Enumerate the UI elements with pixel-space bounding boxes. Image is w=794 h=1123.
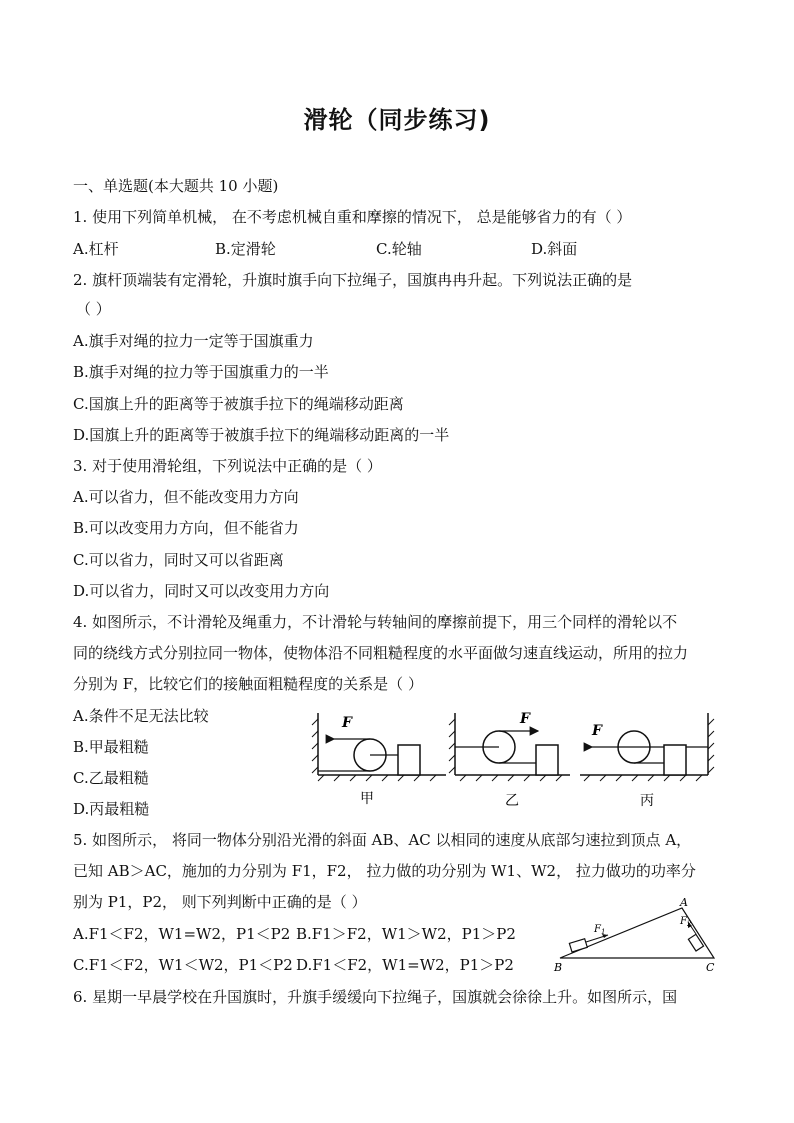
q4-option-b[interactable]: B.甲最粗糙	[73, 738, 149, 756]
q2-option-c[interactable]: C.国旗上升的距离等于被旗手拉下的绳端移动距离	[73, 395, 404, 413]
q3-option-b[interactable]: B.可以改变用力方向，但不能省力	[73, 519, 299, 537]
force-label: F	[342, 715, 352, 731]
page-title: 滑轮（同步练习)	[303, 106, 491, 134]
block-ac	[688, 934, 703, 951]
q1-option-a[interactable]: A.杠杆	[73, 240, 119, 258]
q5-stem-line1: 5. 如图所示， 将同一物体分别沿光滑的斜面 AB、AC 以相同的速度从底部匀速拉到顶点 A，	[73, 831, 692, 849]
q5-stem-line2: 已知 AB＞AC，施加的力分别为 F1，F2， 拉力做的功分别为 W1、W2， 拉力做功的功率分	[73, 862, 696, 880]
block	[398, 745, 420, 775]
caption-yi: 乙	[505, 793, 519, 809]
q5-stem-line3: 别为 P1，P2， 则下列判断中正确的是（ ）	[73, 893, 367, 911]
q4-option-a[interactable]: A.条件不足无法比较	[73, 707, 209, 725]
q2-option-a[interactable]: A.旗手对绳的拉力一定等于国旗重力	[73, 332, 314, 350]
q1-stem: 1. 使用下列简单机械， 在不考虑机械自重和摩擦的情况下， 总是能够省力的有（ ）	[73, 208, 632, 226]
q2-option-d[interactable]: D.国旗上升的距离等于被旗手拉下的绳端移动距离的一半	[73, 426, 450, 444]
pulley-setup-jia	[312, 713, 446, 807]
q1-option-d[interactable]: D.斜面	[531, 240, 578, 258]
q5-option-d[interactable]: D.F1＜F2，W1=W2，P1＞P2	[296, 956, 514, 974]
caption-jia: 甲	[360, 791, 374, 807]
pulley-setup-yi	[449, 711, 570, 809]
q1-option-b[interactable]: B.定滑轮	[215, 240, 276, 258]
q6-stem-line1: 6. 星期一早晨学校在升国旗时，升旗手缓缓向下拉绳子，国旗就会徐徐上升。如图所示，国	[73, 988, 678, 1006]
label-f1: $F_1$	[594, 924, 606, 936]
q2-stem-line1: 2. 旗杆顶端装有定滑轮，升旗时旗手向下拉绳子，国旗冉冉升起。下列说法正确的是	[73, 271, 633, 289]
block	[664, 745, 686, 775]
pulley-setup-bing	[580, 713, 714, 809]
q4-stem-line3: 分别为 F，比较它们的接触面粗糙程度的关系是（ ）	[73, 675, 423, 693]
q2-stem-line2: （ ）	[76, 300, 111, 318]
q5-incline-figure	[550, 898, 730, 976]
force-label: F	[592, 723, 602, 739]
block-ab	[569, 939, 587, 952]
label-c: C	[706, 961, 715, 974]
force-label: F	[520, 711, 530, 727]
q4-option-d[interactable]: D.丙最粗糙	[73, 800, 150, 818]
q3-option-d[interactable]: D.可以省力，同时又可以改变用力方向	[73, 582, 330, 600]
q4-option-c[interactable]: C.乙最粗糙	[73, 769, 149, 787]
q5-option-a[interactable]: A.F1＜F2，W1=W2，P1＜P2	[73, 925, 291, 943]
caption-bing: 丙	[640, 793, 654, 809]
q1-option-c[interactable]: C.轮轴	[376, 240, 422, 258]
q3-stem: 3. 对于使用滑轮组，下列说法中正确的是（ ）	[73, 457, 382, 475]
q2-option-b[interactable]: B.旗手对绳的拉力等于国旗重力的一半	[73, 363, 329, 381]
q4-stem-line1: 4. 如图所示，不计滑轮及绳重力，不计滑轮与转轴间的摩擦前提下，用三个同样的滑轮以不	[73, 613, 678, 631]
q3-option-c[interactable]: C.可以省力，同时又可以省距离	[73, 551, 284, 569]
q4-stem-line2: 同的绕线方式分别拉同一物体，使物体沿不同粗糙程度的水平面做匀速直线运动，所用的拉力	[73, 644, 689, 662]
q3-option-a[interactable]: A.可以省力，但不能改变用力方向	[73, 488, 299, 506]
section-heading: 一、单选题(本大题共 10 小题)	[73, 177, 279, 195]
label-f2: $F_2$	[680, 916, 692, 928]
q4-pulley-figure	[300, 705, 720, 815]
label-a: A	[680, 896, 688, 909]
q5-option-c[interactable]: C.F1＜F2，W1＜W2，P1＜P2	[73, 956, 293, 974]
label-b: B	[554, 961, 563, 974]
block	[536, 745, 558, 775]
q5-option-b[interactable]: B.F1＞F2，W1＞W2，P1＞P2	[296, 925, 516, 943]
